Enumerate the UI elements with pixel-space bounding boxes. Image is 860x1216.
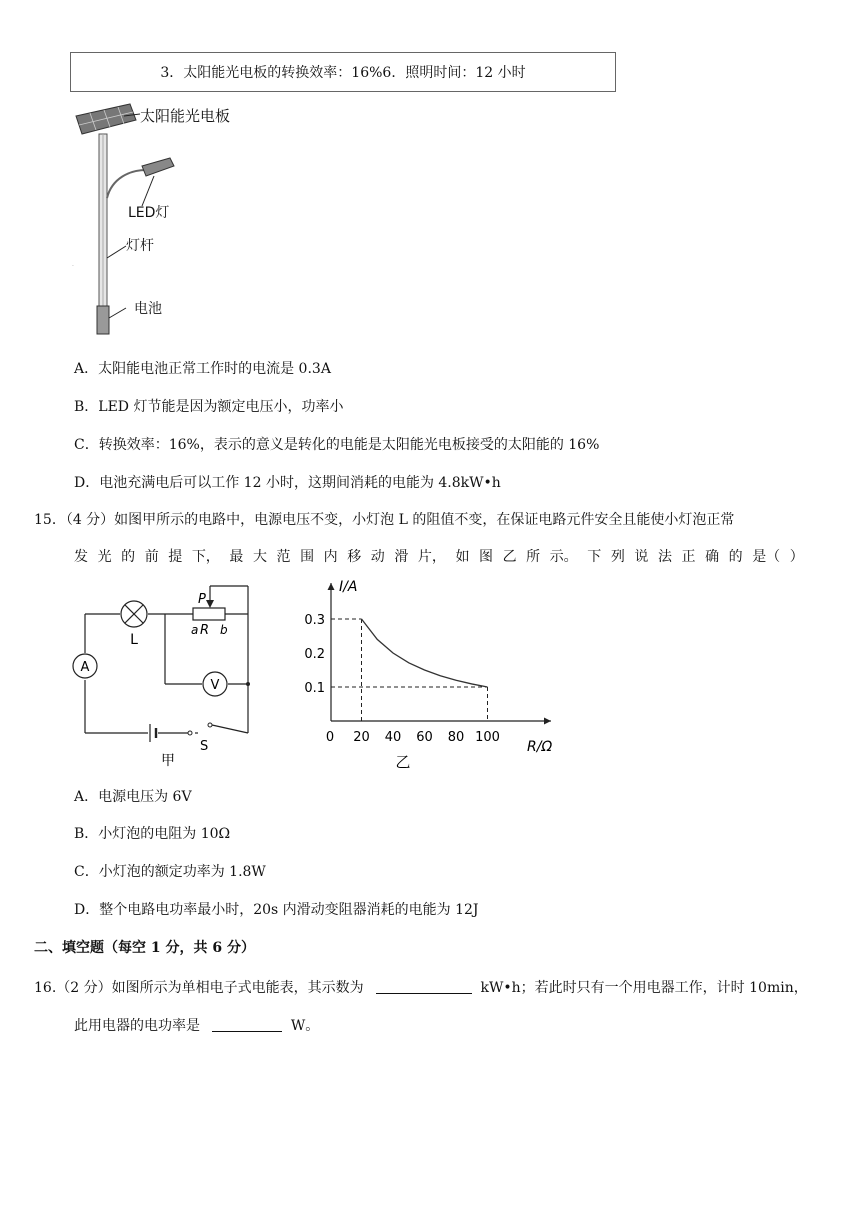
q16-part2: kW•h；若此时只有一个用电器工作，计时 10min， xyxy=(480,980,808,996)
q16-part1: 16.（2 分）如图所示为单相电子式电能表，其示数为 xyxy=(34,980,364,996)
q14-option-c[interactable]: C．转换效率：16%，表示的意义是转化的电能是太阳能光电板接受的太阳能的 16% xyxy=(74,437,600,453)
x-tick-label: 0 xyxy=(325,730,335,745)
battery-symbol-icon xyxy=(150,724,156,742)
q15-stem-word: 围 xyxy=(300,549,315,565)
q15-stem-word: 移 xyxy=(347,549,362,565)
ammeter-label: A xyxy=(80,660,90,675)
circuit-caption: 甲 xyxy=(161,753,175,768)
svg-text:.: . xyxy=(72,261,74,268)
rheostat-b-label: b xyxy=(220,623,228,637)
x-axis-label: R/Ω xyxy=(527,739,553,755)
q16-part3: 此用电器的电功率是 xyxy=(74,1018,200,1034)
q16-line2 xyxy=(74,1015,319,1035)
battery-icon xyxy=(97,306,109,334)
y-tick-label: 0.1 xyxy=(304,681,325,696)
q14-option-b[interactable]: B．LED 灯节能是因为额定电压小，功率小 xyxy=(74,399,344,415)
q15-stem-word: 是（ xyxy=(752,549,781,565)
circuit-diagram xyxy=(70,578,265,768)
spec-box-text: 3．太阳能光电板的转换效率：16%6．照明时间：12 小时 xyxy=(160,65,526,81)
q15-stem-word: 示。 xyxy=(549,549,578,565)
lamp-label: L xyxy=(130,632,138,648)
y-axis-label: I/A xyxy=(339,579,358,595)
label-pole: 灯杆 xyxy=(126,238,154,254)
q14-option-a[interactable]: A．太阳能电池正常工作时的电流是 0.3A xyxy=(74,361,331,377)
q15-stem-word: 确 xyxy=(705,549,720,565)
q15-stem-word: 前 xyxy=(144,549,159,565)
q15-stem-word: 列 xyxy=(610,549,625,565)
q16-line1 xyxy=(34,977,808,997)
x-tick-label: 80 xyxy=(447,730,465,745)
q15-stem-word: 说 xyxy=(634,549,649,565)
label-battery: 电池 xyxy=(134,301,162,317)
rheostat-r-label: R xyxy=(200,623,210,638)
q15-stem-word: 下 xyxy=(587,549,602,565)
q15-stem-word: 正 xyxy=(681,549,696,565)
q15-stem-word: ） xyxy=(789,549,804,565)
switch-icon xyxy=(188,723,212,735)
y-tick-label: 0.2 xyxy=(304,647,325,662)
q15-stem-word: 下， xyxy=(191,549,220,565)
q15-stem-word: 最 xyxy=(229,549,244,565)
q15-stem-word: 发 xyxy=(74,549,88,565)
spec-box xyxy=(70,52,616,92)
q16-blank-power[interactable] xyxy=(212,1017,282,1032)
q16-part4: W。 xyxy=(290,1018,320,1034)
lamp-icon xyxy=(121,601,147,627)
q15-stem-word: 大 xyxy=(252,549,267,565)
rheostat-a-label: a xyxy=(191,623,199,637)
label-led: LED灯 xyxy=(128,205,170,221)
q15-stem-word: 如 xyxy=(455,549,470,565)
section-title: 二、填空题（每空 1 分，共 6 分） xyxy=(34,940,255,956)
slider-label: P xyxy=(198,592,206,607)
x-tick-label: 20 xyxy=(353,730,370,745)
q15-option-b[interactable]: B．小灯泡的电阻为 10Ω xyxy=(74,826,231,842)
q15-option-a[interactable]: A．电源电压为 6V xyxy=(74,789,192,805)
q15-stem-word: 的 xyxy=(121,549,136,565)
q15-option-c[interactable]: C．小灯泡的额定功率为 1.8W xyxy=(74,864,266,880)
y-tick-label: 0.3 xyxy=(304,613,325,628)
q16-blank-reading[interactable] xyxy=(376,979,472,994)
led-lamp-icon xyxy=(142,158,174,176)
q15-stem-line2 xyxy=(74,546,804,566)
q15-stem-word: 范 xyxy=(276,549,291,565)
series-line xyxy=(362,619,488,687)
label-solar-panel: 太阳能光电板 xyxy=(140,107,231,125)
x-tick-label: 60 xyxy=(416,730,433,745)
q15-stem-word: 片， xyxy=(417,549,446,565)
graph-caption: 乙 xyxy=(395,753,411,771)
current-resistance-chart xyxy=(295,575,575,775)
q15-stem-word: 提 xyxy=(168,549,183,565)
slider-arrow-icon xyxy=(206,600,214,608)
solar-panel-icon xyxy=(76,104,136,134)
q15-option-d[interactable]: D．整个电路电功率最小时，20s 内滑动变阻器消耗的电能为 12J xyxy=(74,902,479,918)
q15-stem-word: 光 xyxy=(97,549,112,565)
switch-label: S xyxy=(200,739,209,754)
q15-stem-word: 的 xyxy=(728,549,743,565)
q15-stem-word: 图 xyxy=(479,549,493,565)
q15-stem-word: 内 xyxy=(323,549,338,565)
q15-stem-line1: 15．（4 分）如图甲所示的电路中，电源电压不变，小灯泡 L 的阻值不变，在保证电路元件安全且能使小灯泡正常 xyxy=(34,512,735,528)
x-tick-label: 40 xyxy=(384,730,402,745)
q15-stem-word: 动 xyxy=(370,549,385,565)
q14-option-d[interactable]: D．电池充满电后可以工作 12 小时，这期间消耗的电能为 4.8kW•h xyxy=(74,475,501,491)
q15-stem-word: 滑 xyxy=(394,549,409,565)
q15-stem-word: 法 xyxy=(657,549,672,565)
q15-stem-word: 乙 xyxy=(502,549,517,565)
rheostat-icon xyxy=(193,608,225,620)
voltmeter-label: V xyxy=(210,678,220,693)
q15-stem-word: 所 xyxy=(526,549,541,565)
x-tick-label: 100 xyxy=(475,730,500,745)
